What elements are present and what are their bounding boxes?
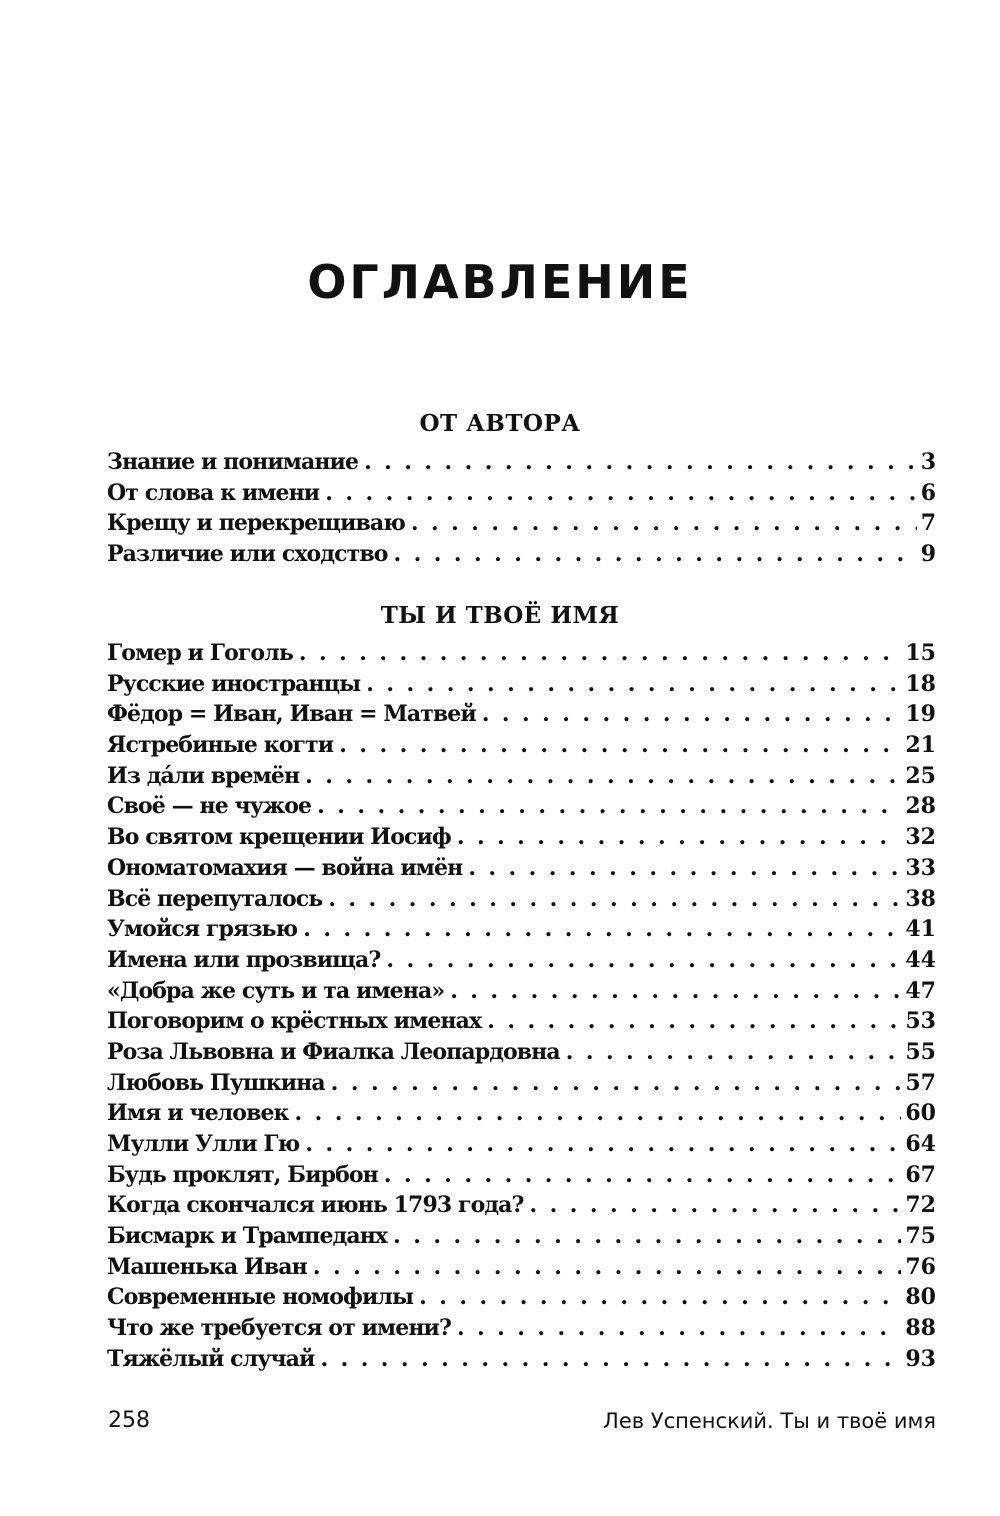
toc-entry-title: Что же требуется от имени? (107, 1315, 451, 1342)
toc-entry[interactable] (107, 1070, 936, 1101)
dot-leader (331, 1070, 902, 1096)
footer-running-title: Лев Успенский. Ты и твоё имя (603, 1409, 936, 1433)
dot-leader (328, 886, 901, 912)
dot-leader (468, 855, 901, 881)
toc-entry-title: Фёдор = Иван, Иван = Матвей (107, 701, 476, 728)
toc-list-from-author (107, 449, 936, 572)
toc-entry-title: Во святом крещении Иосиф (107, 824, 451, 851)
toc-entry[interactable] (107, 916, 936, 947)
toc-entry-page: 18 (905, 670, 936, 697)
toc-entry-title: Умойся грязью (107, 916, 298, 943)
toc-entry-title: Гомер и Гоголь (107, 640, 293, 666)
toc-entry-page: 41 (905, 916, 936, 943)
toc-entry-title: Знание и понимание (107, 449, 359, 475)
toc-entry-title: Любовь Пушкина (107, 1069, 325, 1096)
dot-leader (566, 1039, 902, 1065)
toc-entry-page: 38 (905, 885, 936, 912)
toc-entry-title: Тяжёлый случай (107, 1345, 315, 1372)
toc-list-you-and-your-name (107, 640, 936, 1377)
toc-entry[interactable] (107, 793, 936, 824)
toc-entry[interactable] (107, 1192, 936, 1223)
dot-leader (339, 732, 901, 758)
dot-leader (419, 1284, 901, 1310)
toc-entry-title: «Добра же суть и та имена» (107, 977, 445, 1004)
toc-entry-page: 3 (920, 449, 936, 475)
toc-entry[interactable] (107, 701, 936, 732)
toc-entry-title: Крещу и перекрещиваю (107, 510, 405, 537)
toc-entry-title: Поговорим о крёстных именах (107, 1008, 482, 1035)
toc-entry-page: 9 (920, 541, 936, 568)
toc-entry[interactable] (107, 855, 936, 886)
toc-entry-title: Ономатомахия — война имён (107, 854, 463, 881)
toc-entry[interactable] (107, 1008, 936, 1039)
toc-entry-title: Из да́ли времён (107, 762, 300, 789)
dot-leader (394, 541, 917, 567)
toc-entry-page: 67 (905, 1161, 936, 1188)
dot-leader (299, 640, 902, 666)
toc-entry[interactable] (107, 978, 936, 1009)
dot-leader (482, 701, 902, 727)
toc-entry-page: 75 (905, 1223, 936, 1250)
toc-entry[interactable] (107, 510, 936, 541)
toc-entry-title: Имя и человек (107, 1100, 289, 1127)
toc-entry-page: 53 (905, 1008, 936, 1035)
toc-entry[interactable] (107, 824, 936, 855)
dot-leader (411, 510, 917, 536)
toc-entry-title: Мулли Улли Гю (107, 1131, 300, 1157)
dot-leader (384, 1162, 902, 1188)
footer-page-number: 258 (108, 1408, 150, 1433)
toc-entry-title: Когда скончался июнь 1793 года? (107, 1192, 524, 1219)
dot-leader (386, 947, 901, 973)
toc-entry-page: 76 (905, 1253, 936, 1280)
toc-entry-page: 33 (905, 854, 936, 881)
toc-entry-title: Ястребиные когти (107, 732, 334, 759)
dot-leader (305, 763, 901, 789)
toc-entry-page: 28 (905, 793, 936, 820)
toc-entry-page: 15 (905, 640, 936, 666)
toc-entry-page: 47 (905, 977, 936, 1004)
page-title: ОГЛАВЛЕНИЕ (307, 255, 693, 309)
toc-entry-title: Будь проклят, Бирбон (107, 1161, 378, 1188)
toc-entry-title: Современные номофилы (107, 1284, 414, 1311)
toc-entry-title: Своё — не чужое (107, 793, 312, 820)
toc-entry-title: Имена или прозвища? (107, 946, 381, 973)
toc-entry-page: 25 (905, 762, 936, 789)
toc-entry-page: 57 (905, 1069, 936, 1096)
toc-entry[interactable] (107, 1223, 936, 1254)
toc-entry[interactable] (107, 886, 936, 917)
toc-entry[interactable] (107, 671, 936, 702)
toc-entry[interactable] (107, 732, 936, 763)
dot-leader (530, 1192, 902, 1218)
section-title-you-and-your-name: ТЫ И ТВОЁ ИМЯ (380, 602, 620, 629)
toc-entry[interactable] (107, 1162, 936, 1193)
toc-entry-page: 19 (905, 701, 936, 728)
toc-entry[interactable] (107, 763, 936, 794)
toc-entry[interactable] (107, 1315, 936, 1346)
dot-leader (457, 824, 902, 850)
toc-entry[interactable] (107, 1100, 936, 1131)
dot-leader (364, 449, 917, 475)
toc-entry-page: 32 (905, 824, 936, 851)
dot-leader (325, 480, 916, 506)
toc-entry-page: 88 (905, 1315, 936, 1342)
toc-entry-page: 64 (905, 1131, 936, 1157)
dot-leader (450, 978, 901, 1004)
dot-leader (366, 671, 901, 697)
toc-entry[interactable] (107, 1254, 936, 1285)
toc-entry[interactable] (107, 1039, 936, 1070)
toc-entry[interactable] (107, 1346, 936, 1377)
toc-entry-title: Бисмарк и Трампеданх (107, 1223, 388, 1250)
toc-entry-title: От слова к имени (107, 479, 320, 506)
dot-leader (393, 1223, 901, 1249)
toc-entry-title: Машенька Иван (107, 1253, 307, 1280)
toc-entry-page: 80 (905, 1284, 936, 1311)
toc-entry[interactable] (107, 947, 936, 978)
section-title-from-author: ОТ АВТОРА (419, 410, 581, 437)
dot-leader (457, 1315, 901, 1341)
toc-entry[interactable] (107, 1284, 936, 1315)
toc-entry-title: Всё перепуталось (107, 885, 323, 912)
dot-leader (320, 1346, 901, 1372)
toc-entry[interactable] (107, 480, 936, 511)
toc-entry[interactable] (107, 640, 936, 671)
toc-entry-page: 21 (905, 732, 936, 759)
dot-leader (305, 1131, 901, 1157)
toc-entry-page: 60 (905, 1100, 936, 1127)
dot-leader (317, 793, 901, 819)
toc-entry-page: 72 (905, 1192, 936, 1219)
toc-entry-page: 6 (920, 479, 936, 506)
toc-entry[interactable] (107, 449, 936, 480)
toc-entry-page: 44 (905, 946, 936, 973)
dot-leader (295, 1100, 902, 1126)
toc-entry-page: 93 (905, 1345, 936, 1372)
toc-entry[interactable] (107, 541, 936, 572)
toc-entry-title: Роза Львовна и Фиалка Леопардовна (107, 1038, 560, 1065)
dot-leader (303, 916, 901, 942)
toc-entry-title: Различие или сходство (107, 541, 388, 568)
toc-entry-page: 55 (905, 1038, 936, 1065)
toc-entry[interactable] (107, 1131, 936, 1162)
dot-leader (313, 1254, 902, 1280)
toc-entry-page: 7 (920, 510, 936, 537)
dot-leader (487, 1008, 901, 1034)
toc-entry-title: Русские иностранцы (107, 670, 361, 697)
